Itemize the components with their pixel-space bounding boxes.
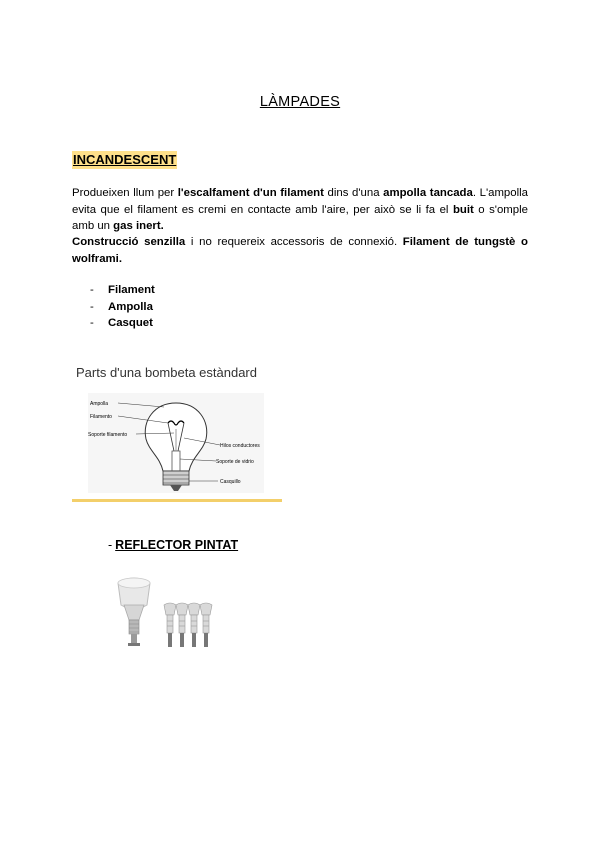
small-bulbs-group	[164, 603, 212, 633]
list-dash: -	[90, 317, 94, 329]
section-heading-incandescent: INCANDESCENT	[73, 152, 177, 167]
list-item	[90, 315, 155, 332]
subsection-label: REFLECTOR PINTAT	[115, 538, 239, 552]
bold-run: buit	[452, 203, 474, 216]
list-dash: -	[90, 284, 94, 296]
parts-list	[90, 282, 155, 332]
bulb-parts-figure	[72, 361, 282, 502]
list-dash: -	[90, 300, 94, 313]
list-item-label: Filament	[108, 284, 155, 296]
subsection-dash: -	[108, 538, 113, 552]
list-item-label: Ampolla	[108, 300, 153, 313]
page-title: LÀMPADES	[259, 94, 341, 110]
bold-run: Construcció senzilla	[72, 236, 186, 248]
text-run: o s'omple amb un	[72, 203, 529, 232]
bold-run: l'escalfament d'un filament	[177, 187, 324, 199]
text-run: dins d'una	[323, 187, 384, 199]
bold-run: ampolla tancada	[383, 187, 473, 199]
text-run: i no requereix accessoris de connexió.	[185, 236, 403, 248]
text-run: Produeixen llum per	[72, 187, 178, 199]
paragraph-description	[72, 185, 528, 235]
paragraph-construction	[72, 234, 528, 267]
figure-title: Parts d'una bombeta estàndard	[76, 365, 257, 380]
bold-run: Filament de tungstè o wolframi.	[72, 236, 528, 265]
label-filamento: Filamento	[90, 414, 112, 420]
label-casquillo: Casquillo	[220, 479, 241, 485]
text-run: . L'ampolla evita que el filament es cremi en contacte amb l'aire, per això se li fa el	[72, 187, 529, 216]
light-bulb-diagram	[88, 393, 264, 495]
subsection-heading	[108, 538, 238, 552]
list-item	[90, 299, 155, 316]
label-soporte-filamento: Soporte filamento	[88, 432, 128, 438]
label-ampolla: Ampolla	[90, 401, 109, 407]
label-hilos: Hilos conductores	[220, 443, 260, 449]
bold-run: gas inert.	[113, 220, 164, 232]
reflector-bulb-image	[112, 575, 222, 655]
list-item-label: Casquet	[108, 317, 153, 329]
list-item	[90, 282, 155, 299]
bulb-contact	[170, 485, 182, 491]
label-soporte-vidrio: Soporte de vidrio	[216, 459, 254, 465]
